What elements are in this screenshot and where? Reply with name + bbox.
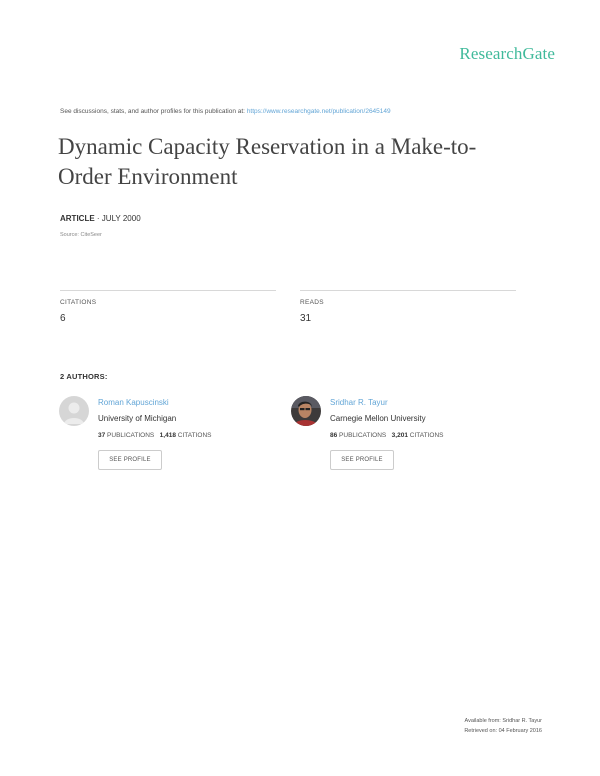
publications-label: PUBLICATIONS: [107, 432, 155, 439]
article-source: Source: CiteSeer: [60, 232, 102, 238]
reads-label: READS: [300, 299, 324, 306]
citations-stat: [60, 290, 276, 324]
reads-stat: [300, 290, 516, 324]
see-profile-button[interactable]: SEE PROFILE: [330, 450, 394, 470]
discussion-text: See discussions, stats, and author profiles for this publication at:: [60, 108, 245, 115]
page-title: Dynamic Capacity Reservation in a Make-to-Order Environment: [58, 134, 477, 189]
citations-label: CITATIONS: [60, 299, 97, 306]
discussion-line: [60, 108, 391, 115]
author-photo[interactable]: [291, 396, 321, 426]
author-counts: [330, 432, 443, 439]
author-citations-label: CITATIONS: [177, 432, 212, 439]
citations-value: 6: [60, 313, 66, 324]
authors-heading: 2 AUTHORS:: [60, 372, 108, 381]
author-citations-count: 1,418: [159, 432, 176, 439]
author-citations-count: 3,201: [391, 432, 408, 439]
article-type: ARTICLE: [60, 214, 95, 223]
author-affiliation: University of Michigan: [98, 414, 177, 423]
author-name-link[interactable]: Roman Kapuscinski: [98, 398, 169, 407]
publication-link[interactable]: https://www.researchgate.net/publication/2645149: [246, 108, 391, 115]
publications-label: PUBLICATIONS: [339, 432, 387, 439]
author-name-link[interactable]: Sridhar R. Tayur: [330, 398, 388, 407]
author-citations-label: CITATIONS: [409, 432, 444, 439]
footer-info: [464, 716, 542, 736]
reads-value: 31: [300, 313, 312, 324]
author-counts: [98, 432, 211, 439]
article-meta: [60, 214, 141, 223]
researchgate-logo[interactable]: ResearchGate: [459, 44, 555, 63]
publications-count: 37: [98, 432, 106, 439]
article-date: · JULY 2000: [96, 214, 141, 223]
retrieved-on: Retrieved on: 04 February 2016: [464, 728, 542, 734]
avatar-placeholder-icon[interactable]: [59, 396, 89, 426]
publications-count: 86: [330, 432, 338, 439]
available-from: Available from: Sridhar R. Tayur: [464, 718, 542, 724]
see-profile-button[interactable]: SEE PROFILE: [98, 450, 162, 470]
author-affiliation: Carnegie Mellon University: [330, 414, 426, 423]
